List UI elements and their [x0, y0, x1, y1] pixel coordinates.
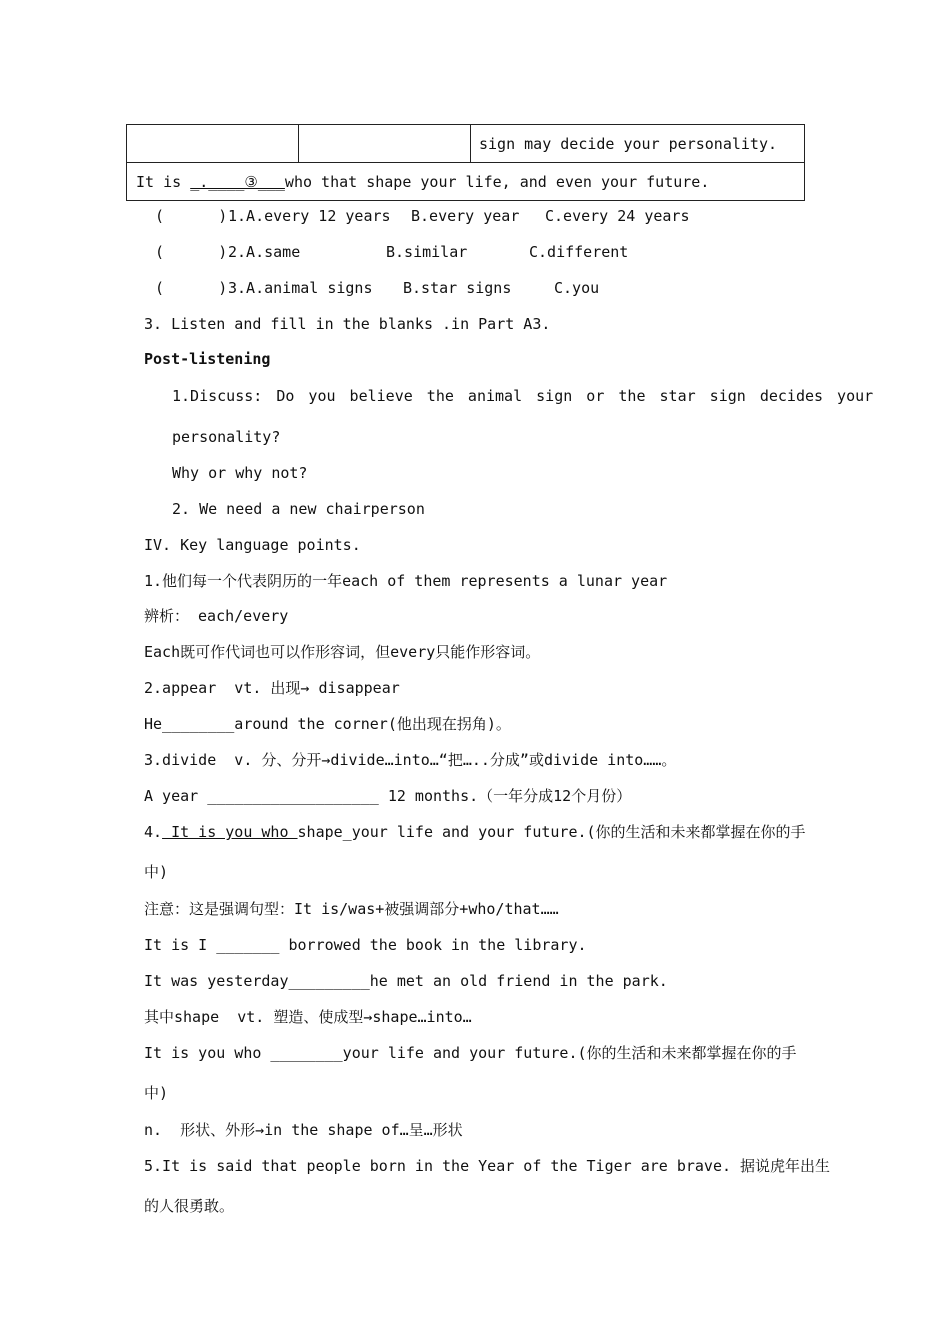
- discuss-line-1: 1.Discuss: Do you believe the animal sign or the star sign decides your: [172, 387, 874, 405]
- answer-table: [126, 124, 805, 201]
- discuss-line-3: Why or why not?: [172, 464, 308, 482]
- kp4-noun: n. 形状、外形→in the shape of…呈…形状: [144, 1121, 463, 1139]
- q2-option-a: 2.A.same: [228, 243, 301, 261]
- kp3-line: 3.divide v. 分、分开→divide…into…“把…..分成”或divide into……。: [144, 751, 677, 769]
- kp4-note: 注意：这是强调句型：It is/was+被强调部分+who/that……: [144, 900, 559, 918]
- kp4-line: [144, 822, 806, 842]
- chairperson-line: 2. We need a new chairperson: [172, 500, 425, 518]
- kp4-number: 4.: [144, 823, 163, 841]
- kp4-shape: 其中shape vt. 塑造、使成型→shape…into…: [144, 1008, 472, 1026]
- q3-paren: ( ): [155, 279, 228, 297]
- key-points-heading: IV. Key language points.: [144, 536, 361, 554]
- post-listening-heading: Post-listening: [144, 350, 271, 368]
- listen-fill-instruction: 3. Listen and fill in the blanks .in Part A3.: [144, 315, 551, 333]
- kp5-cont: 的人很勇敢。: [144, 1197, 235, 1215]
- q1-option-a: 1.A.every 12 years: [228, 207, 391, 225]
- table-row: [127, 125, 805, 163]
- q1-option-c: C.every 24 years: [545, 207, 690, 225]
- kp4-example-2: It was yesterday_________he met an old friend in the park.: [144, 972, 668, 990]
- kp2-line: 2.appear vt. 出现→ disappear: [144, 679, 400, 697]
- table-cell-text: sign may decide your personality.: [471, 125, 805, 163]
- q3-option-a: 3.A.animal signs: [228, 279, 373, 297]
- kp4-example-3-cont: 中): [144, 1084, 169, 1102]
- kp4-example-1: It is I _______ borrowed the book in the library.: [144, 936, 587, 954]
- q3-option-c: C.you: [554, 279, 600, 297]
- q1-paren: ( ): [155, 207, 228, 225]
- discuss-line-2: personality?: [172, 428, 281, 446]
- cell-prefix: It is: [136, 172, 191, 191]
- kp4-example-3: It is you who ________your life and your future.(你的生活和未来都掌握在你的手: [144, 1044, 797, 1062]
- kp4-rest: shape_your life and your future.(你的生活和未来都掌握在你的手: [297, 823, 806, 841]
- cell-suffix: who that shape your life, and even your future.: [284, 172, 710, 191]
- kp4-cont: 中): [144, 863, 169, 881]
- table-cell-merged: [127, 163, 805, 201]
- q2-option-c: C.different: [529, 243, 629, 261]
- kp4-underlined: It is you who: [162, 823, 298, 841]
- kp1-line: 1.他们每一个代表阴历的一年each of them represents a lunar year: [144, 572, 668, 590]
- kp2-example: He________around the corner(他出现在拐角)。: [144, 715, 511, 733]
- q1-option-b: B.every year: [411, 207, 520, 225]
- kp1-note: Each既可作代词也可以作形容词，但every只能作形容词。: [144, 643, 541, 661]
- table-row: [127, 163, 805, 201]
- kp5-line: 5.It is said that people born in the Year of the Tiger are brave. 据说虎年出生: [144, 1157, 831, 1175]
- q2-paren: ( ): [155, 243, 228, 261]
- table-cell: [127, 125, 299, 163]
- kp1-analysis: 辨析： each/every: [144, 607, 289, 625]
- q3-option-b: B.star signs: [403, 279, 512, 297]
- blank-3: _.____③___: [190, 172, 285, 191]
- kp3-example: A year ___________________ 12 months.（一年分成12个月份）: [144, 787, 632, 805]
- table-cell: [299, 125, 471, 163]
- q2-option-b: B.similar: [386, 243, 468, 261]
